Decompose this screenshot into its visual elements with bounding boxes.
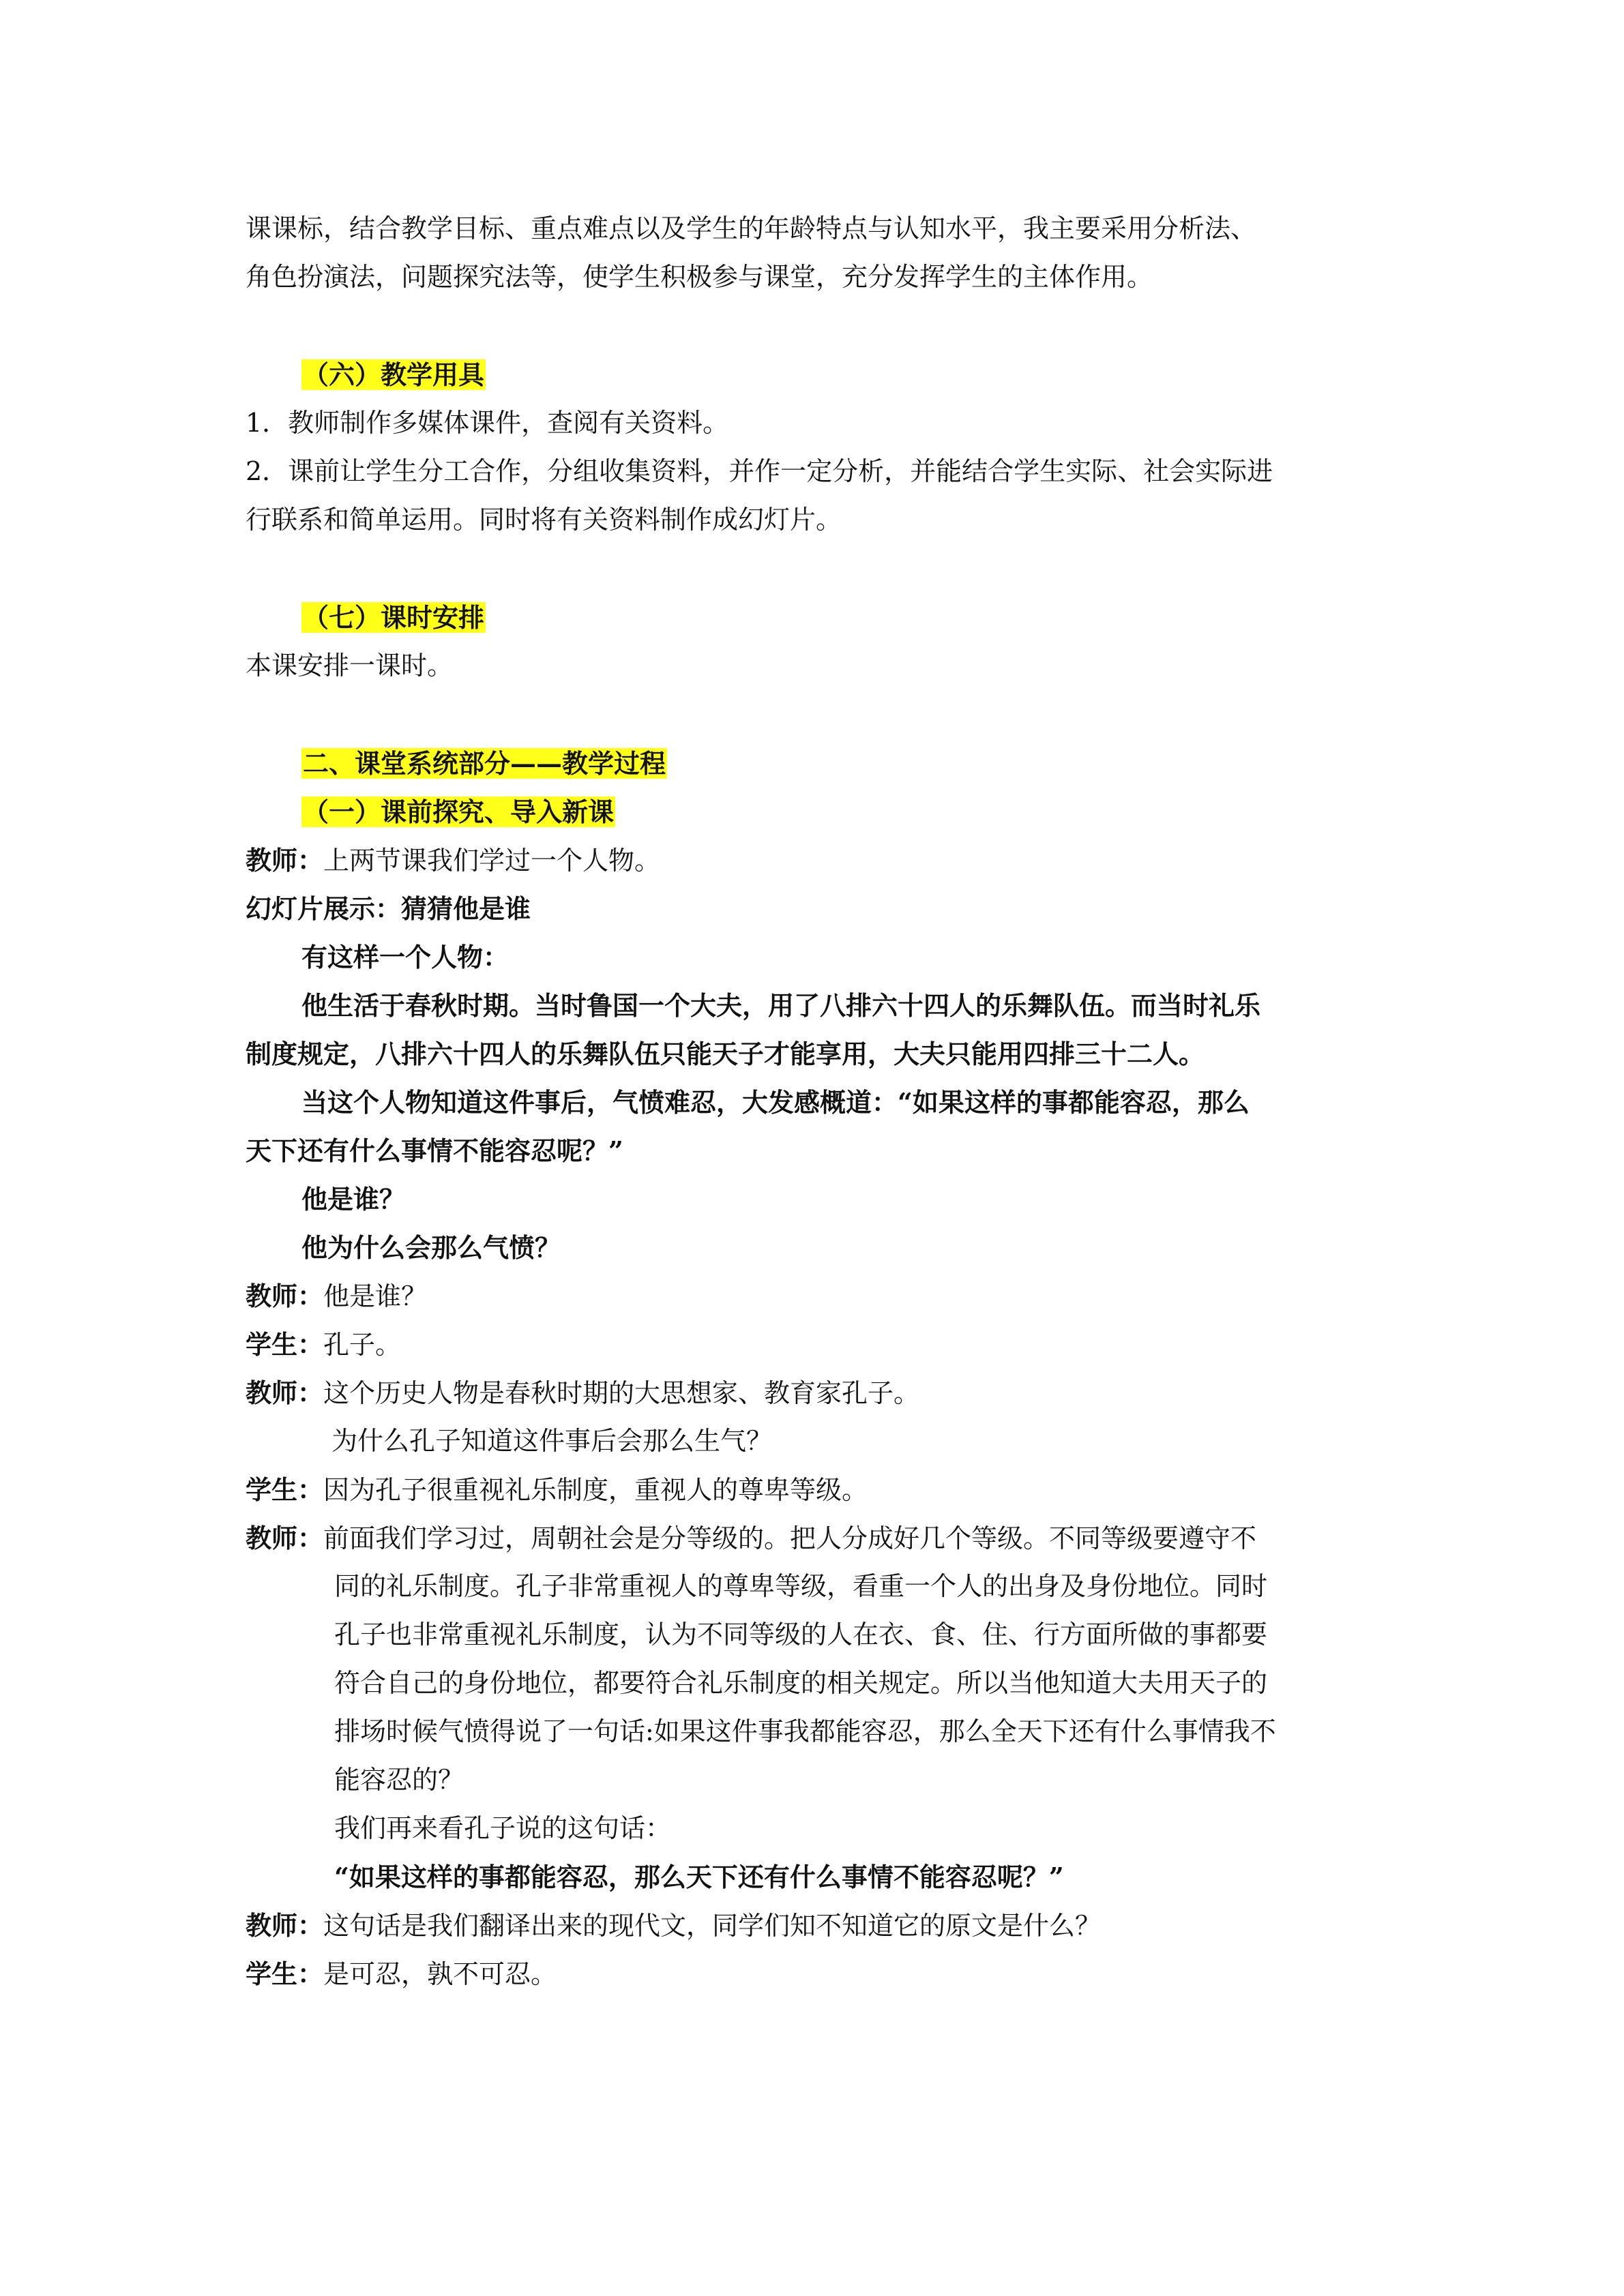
confucius-quote: “如果这样的事都能容忍，那么天下还有什么事情不能容忍呢？”: [334, 1862, 1064, 1892]
dialogue-text: 因为孔子很重视礼乐制度，重视人的尊卑等级。: [323, 1475, 868, 1505]
intro-line-1: 课课标，结合教学目标、重点难点以及学生的年龄特点与认知水平，我主要采用分析法、: [246, 213, 1257, 243]
dialogue-teacher-4-line-7: 我们再来看孔子说的这句话：: [334, 1813, 672, 1843]
dialogue-teacher-1: [246, 836, 1381, 884]
slide-title: 猜猜他是谁: [401, 893, 531, 924]
slide-line-3: 制度规定，八排六十四人的乐舞队伍只能天子才能享用，大夫只能用四排三十二人。: [246, 1039, 1205, 1069]
dialogue-teacher-4-line-5: 排场时候气愤得说了一句话:如果这件事我都能容忍，那么全天下还有什么事情我不: [334, 1716, 1276, 1746]
dialogue-teacher-4-line-4: 符合自己的身份地位，都要符合礼乐制度的相关规定。所以当他知道大夫用天子的: [334, 1668, 1268, 1698]
dialogue-student-2: [246, 1465, 1381, 1514]
part2-sub1-row: [246, 788, 1381, 836]
dialogue-teacher-4: [246, 1514, 1381, 1562]
dialogue-teacher-4-line-3: 孔子也非常重视礼乐制度，认为不同等级的人在衣、食、住、行方面所做的事都要: [334, 1620, 1268, 1650]
section7-heading-row: [246, 593, 1381, 642]
dialogue-teacher-2: [246, 1272, 1381, 1320]
dialogue-text: 孔子。: [323, 1330, 402, 1360]
dialogue-teacher-4-line-6: 能容忍的？: [334, 1765, 464, 1795]
speaker-student: 学生：: [246, 1474, 324, 1505]
document-body: [246, 205, 1381, 1998]
speaker-student: 学生：: [246, 1958, 324, 1989]
speaker-teacher: 教师：: [246, 1377, 324, 1408]
dialogue-teacher-4-line-2: 同的礼乐制度。孔子非常重视人的尊卑等级，看重一个人的出身及身份地位。同时: [334, 1571, 1268, 1601]
section6-heading-row: [246, 351, 1381, 399]
part2-sub1-heading: （一）课前探究、导入新课: [303, 796, 615, 827]
slide-line-7: 他为什么会那么气愤？: [301, 1232, 561, 1263]
dialogue-text: 他是谁？: [323, 1281, 428, 1311]
speaker-teacher: 教师：: [246, 1910, 324, 1941]
dialogue-text: 上两节课我们学过一个人物。: [323, 846, 661, 876]
speaker-teacher: 教师：: [246, 1281, 324, 1311]
section6-item-1: 1．教师制作多媒体课件，查阅有关资料。: [246, 408, 729, 438]
slide-line-1: 有这样一个人物：: [301, 942, 510, 972]
dialogue-text: 这个历史人物是春秋时期的大思想家、教育家孔子。: [323, 1378, 920, 1408]
dialogue-text: 这句话是我们翻译出来的现代文，同学们知不知道它的原文是什么？: [323, 1911, 1102, 1941]
slide-label: 幻灯片展示：: [246, 893, 402, 924]
section6-heading: （六）教学用具: [303, 359, 485, 390]
dialogue-teacher-3b: 为什么孔子知道这件事后会那么生气？: [331, 1426, 773, 1456]
dialogue-teacher-5: [246, 1901, 1381, 1950]
dialogue-text: 前面我们学习过，周朝社会是分等级的。把人分成好几个等级。不同等级要遵守不: [323, 1523, 1257, 1553]
dialogue-student-3: [246, 1950, 1381, 1998]
slide-line-6: 他是谁？: [301, 1184, 406, 1214]
slide-label-row: [246, 884, 1381, 933]
speaker-teacher: 教师：: [246, 1523, 324, 1553]
slide-line-2: 他生活于春秋时期。当时鲁国一个大夫，用了八排六十四人的乐舞队伍。而当时礼乐: [301, 990, 1261, 1021]
dialogue-student-1: [246, 1320, 1381, 1369]
slide-line-4: 当这个人物知道这件事后，气愤难忍，大发感概道：“如果这样的事都能容忍，那么: [301, 1087, 1250, 1118]
part2-heading: 二、课堂系统部分——教学过程: [303, 748, 666, 779]
slide-line-5: 天下还有什么事情不能容忍呢？”: [246, 1135, 623, 1166]
speaker-teacher: 教师：: [246, 845, 324, 876]
dialogue-teacher-3: [246, 1369, 1381, 1417]
dialogue-text: 是可忍，孰不可忍。: [323, 1959, 557, 1989]
section6-item-2: 2．课前让学生分工合作，分组收集资料，并作一定分析，并能结合学生实际、社会实际进: [246, 456, 1273, 486]
intro-line-2: 角色扮演法，问题探究法等，使学生积极参与课堂，充分发挥学生的主体作用。: [246, 262, 1153, 292]
section7-heading: （七）课时安排: [303, 602, 485, 633]
section6-item-2-cont: 行联系和简单运用。同时将有关资料制作成幻灯片。: [246, 505, 842, 535]
section7-text: 本课安排一课时。: [246, 651, 454, 681]
speaker-student: 学生：: [246, 1329, 324, 1360]
part2-heading-row: [246, 739, 1381, 788]
